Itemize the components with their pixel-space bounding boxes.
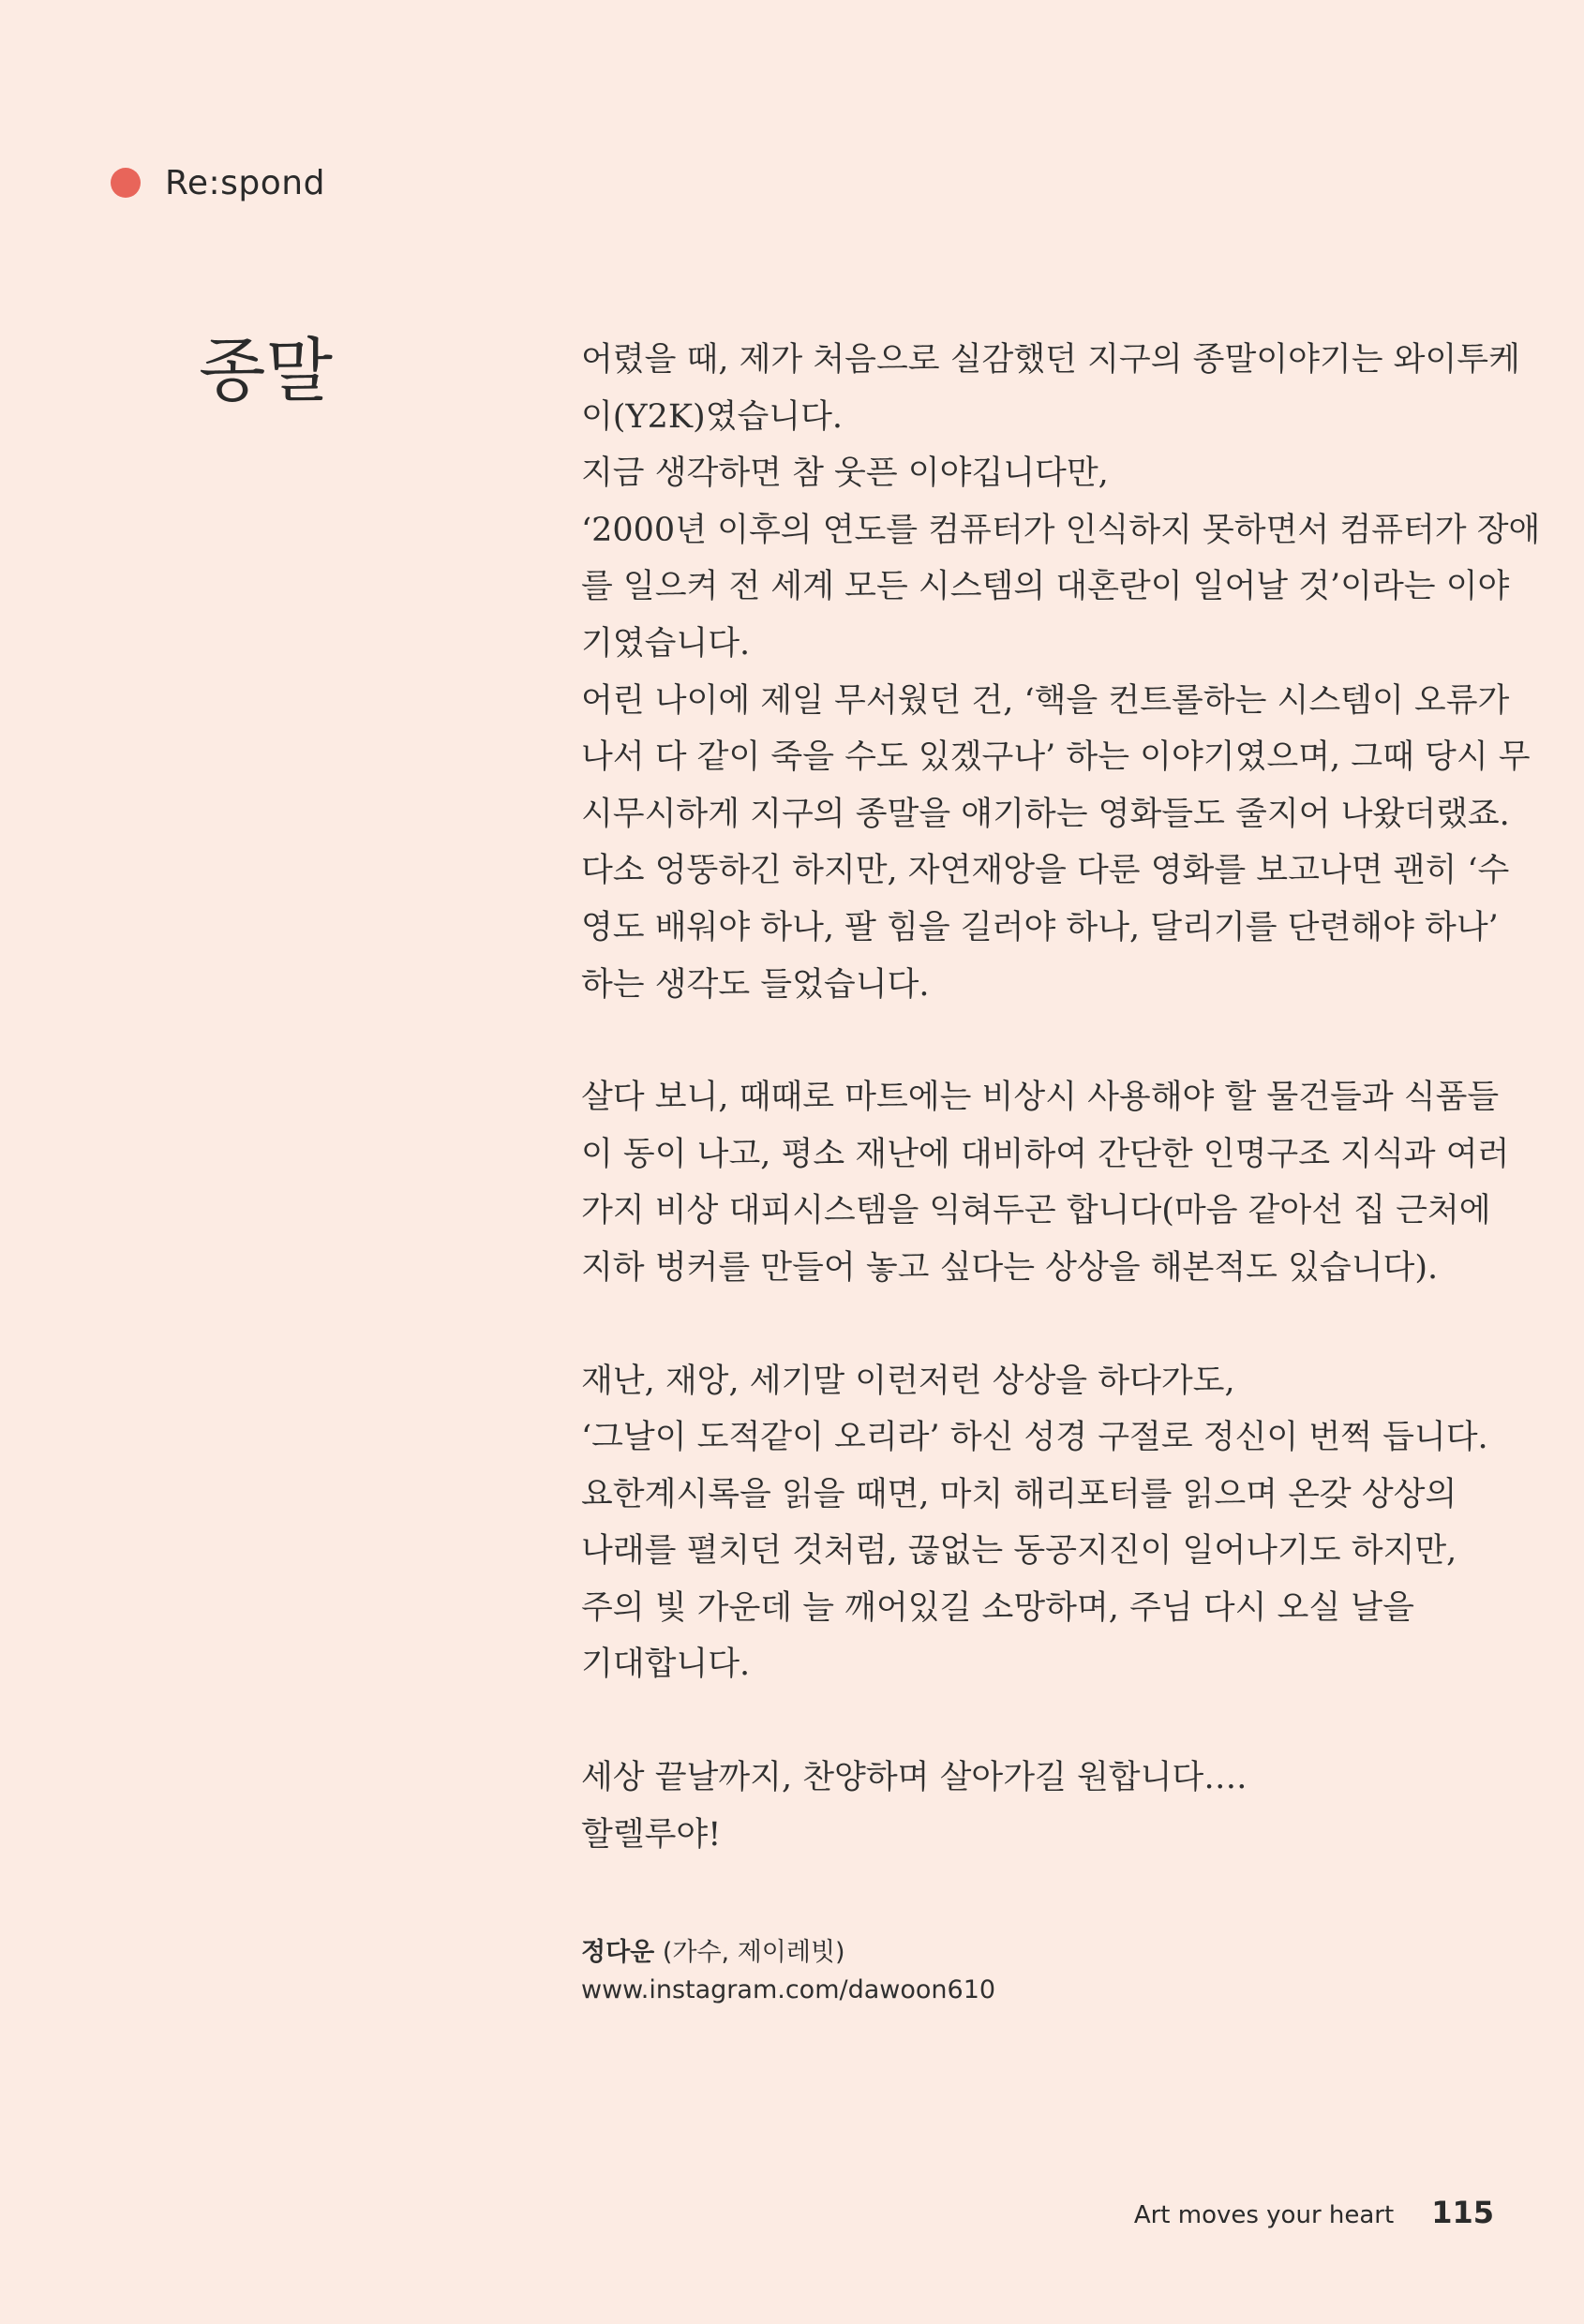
text-line: 어렸을 때, 제가 처음으로 실감했던 지구의 종말이야기는 와이투케	[581, 341, 1520, 379]
author-name: 정다운	[581, 1938, 655, 1967]
article-title: 종말	[199, 331, 333, 411]
text-line: 하는 생각도 들었습니다.	[581, 965, 930, 1004]
text-line: 나래를 펼치던 것처럼, 끊없는 동공지진이 일어나기도 하지만,	[581, 1532, 1457, 1571]
text-line: 세상 끝날까지, 찬양하며 살아가길 원합니다….	[581, 1759, 1248, 1797]
author-url[interactable]: www.instagram.com/dawoon610	[581, 1975, 996, 2004]
page-footer	[1134, 2195, 1494, 2230]
paragraph	[581, 1750, 1481, 1863]
text-line: 시무시하게 지구의 종말을 얘기하는 영화들도 줄지어 나왔더랬죠.	[581, 795, 1510, 833]
text-line: 지하 벙커를 만들어 놓고 싶다는 상상을 해본적도 있습니다).	[581, 1248, 1439, 1287]
paragraph	[581, 332, 1541, 1013]
author-affiliation: (가수, 제이레빗)	[662, 1938, 845, 1967]
page-number: 115	[1431, 2195, 1494, 2230]
text-line: 할렐루야!	[581, 1815, 722, 1854]
bullet-dot-icon	[111, 168, 141, 198]
section-label: Re:spond	[165, 163, 325, 202]
text-line: 나서 다 같이 죽을 수도 있겠구나’ 하는 이야기였으며, 그때 당시 무	[581, 738, 1531, 777]
text-line: ‘2000년 이후의 연도를 컴퓨터가 인식하지 못하면서 컴퓨터가 장애	[581, 511, 1541, 549]
text-line: 주의 빛 가운데 늘 깨어있길 소망하며, 주님 다시 오실 날을	[581, 1588, 1414, 1627]
text-line: 지금 생각하면 참 웃픈 이야깁니다만,	[581, 454, 1109, 493]
text-line: 기대합니다.	[581, 1646, 751, 1684]
text-line: 영도 배워야 하나, 팔 힘을 길러야 하나, 달리기를 단련해야 하나’	[581, 908, 1499, 946]
text-line: 를 일으켜 전 세계 모든 시스템의 대혼란이 일어날 것’이라는 이야	[581, 568, 1510, 606]
text-line: 재난, 재앙, 세기말 이런저런 상상을 하다가도,	[581, 1362, 1235, 1400]
text-line: 가지 비상 대피시스템을 익혀두곤 합니다(마음 같아선 집 근처에	[581, 1192, 1491, 1230]
text-line: 어린 나이에 제일 무서웠던 건, ‘핵을 컨트롤하는 시스템이 오류가	[581, 681, 1510, 720]
text-line: 살다 보니, 때때로 마트에는 비상시 사용해야 할 물건들과 식품들	[581, 1079, 1500, 1117]
text-line: 이 동이 나고, 평소 재난에 대비하여 간단한 인명구조 지식과 여러	[581, 1135, 1510, 1173]
text-line: 기였습니다.	[581, 624, 751, 663]
footer-tagline: Art moves your heart	[1133, 2201, 1395, 2229]
section-tag	[111, 159, 325, 206]
text-line: ‘그날이 도적같이 오리라’ 하신 성경 구절로 정신이 번쩍 듭니다.	[581, 1419, 1488, 1457]
article-body	[581, 332, 1541, 1919]
paragraph	[581, 1069, 1510, 1296]
text-line: 다소 엉뚱하긴 하지만, 자연재앙을 다룬 영화를 보고나면 괜히 ‘수	[581, 852, 1510, 890]
paragraph	[581, 1353, 1488, 1694]
text-line: 요한계시록을 읽을 때면, 마치 해리포터를 읽으며 온갖 상상의	[581, 1475, 1457, 1513]
author-line	[581, 1934, 995, 1972]
text-line: 이(Y2K)였습니다.	[581, 397, 844, 436]
byline	[581, 1934, 995, 2009]
